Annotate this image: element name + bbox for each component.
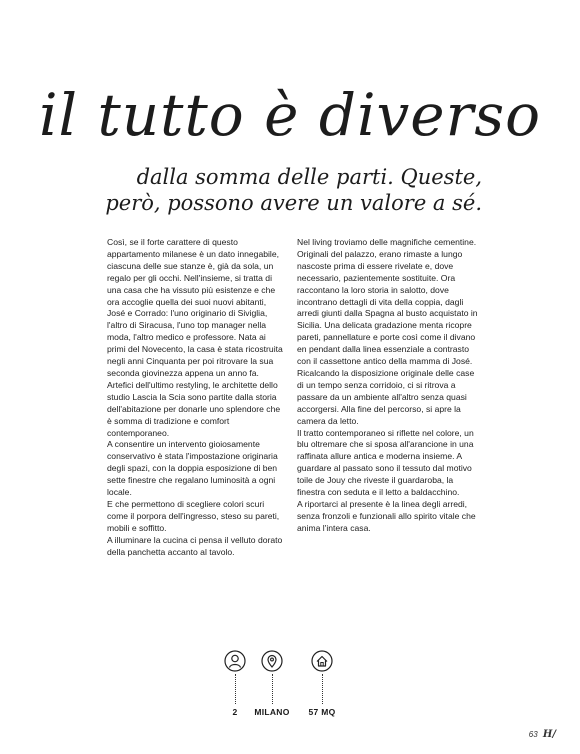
paragraph: Nel living troviamo delle magnifiche cementine. Originali del palazzo, erano rimaste a lungo nascoste prima di essere rivelate e, dove necessario, pazientemente sostituite. Ora raccontano la loro storia in salotto, dove incontrano dettagli di vita della coppia, dagli arredi giunti dalla Spagna al busto acquistato in Sicilia. Una delicata gradazione menta ricopre pareti, pannellature e porte così come il divano en pendant dalla linea essenziale a contrasto con il cassettone antico della mamma di José. Ricalcando la disposizione originale delle case di un tempo senza corridoio, ci si ritrova a passare da un ambiente all'altro senza quasi accorgersi. Alla fine del percorso, si apre la camera da letto. <box>297 237 478 426</box>
page-folio <box>529 729 556 740</box>
paragraph: A illuminare la cucina ci pensa il velluto dorato della panchetta accanto al tavolo. <box>107 534 283 557</box>
info-label: MILANO <box>254 707 290 717</box>
paragraph: A riportarci al presente è la linea degli arredi, senza fronzoli e funzionali allo spirito vitale che anima l'intera casa. <box>297 498 476 533</box>
paragraph: Così, se il forte carattere di questo appartamento milanese è un dato innegabile, ciascuna delle sue stanze è, già da sola, un regalo per gli occhi. Nell'insieme, si tratta di una casa che ha vissuto più esistenze e che ora accoglie quella dei suoi nuovi abitanti, José e Corrado: l'uno originario di Siviglia, l'altro di Siracusa, l'uno top manager nella moda, l'altro medico e professore. Nata ai primi del Novecento, la casa è stata ricostruita negli anni Cinquanta per poi ritrovare la sua seconda giovinezza appena un anno fa. Artefici dell'ultimo restyling, le architette dello studio Lascia la Scia sono partite dalla storia dell'abitazione per donarle uno splendore che è somma di tradizione e comfort contemporaneo. <box>107 237 283 438</box>
body-column-left <box>107 237 285 558</box>
house-icon <box>311 650 333 672</box>
info-area <box>302 650 342 717</box>
info-label: 57 MQ <box>308 707 336 717</box>
subheadline-line-1: dalla somma delle parti. Queste, <box>136 165 482 189</box>
person-icon <box>224 650 246 672</box>
dotted-connector <box>235 674 236 704</box>
brand-logo: H/ <box>542 729 556 740</box>
paragraph: A consentire un intervento gioiosamente conservativo è stata l'impostazione originaria degli spazi, con la doppia esposizione di ben sette finestre che regalano luminosità a ogni locale. <box>107 439 278 498</box>
headline: il tutto è diverso <box>38 81 542 149</box>
subheadline-line-2: però, possono avere un valore a sé. <box>105 191 482 215</box>
dotted-connector <box>322 674 323 704</box>
paragraph: E che permettono di scegliere colori scuri come il porpora dell'ingresso, steso su pareti, mobili e soffitto. <box>107 498 280 533</box>
info-inhabitants <box>215 650 255 717</box>
location-pin-icon <box>261 650 283 672</box>
info-label: 2 <box>232 707 238 717</box>
body-column-right <box>297 237 479 535</box>
paragraph: Il tratto contemporaneo si riflette nel colore, un blu oltremare che si sposa all'arancione in una raffinata allure antica e moderna insieme. A guardare al passato sono il tessuto dal motivo toile de Jouy che riveste il guardaroba, la finestra con seduta e il letto a baldacchino. <box>297 427 474 498</box>
info-city <box>252 650 292 717</box>
subheadline <box>62 164 482 216</box>
page-number: 63 <box>528 730 538 739</box>
dotted-connector <box>272 674 273 704</box>
